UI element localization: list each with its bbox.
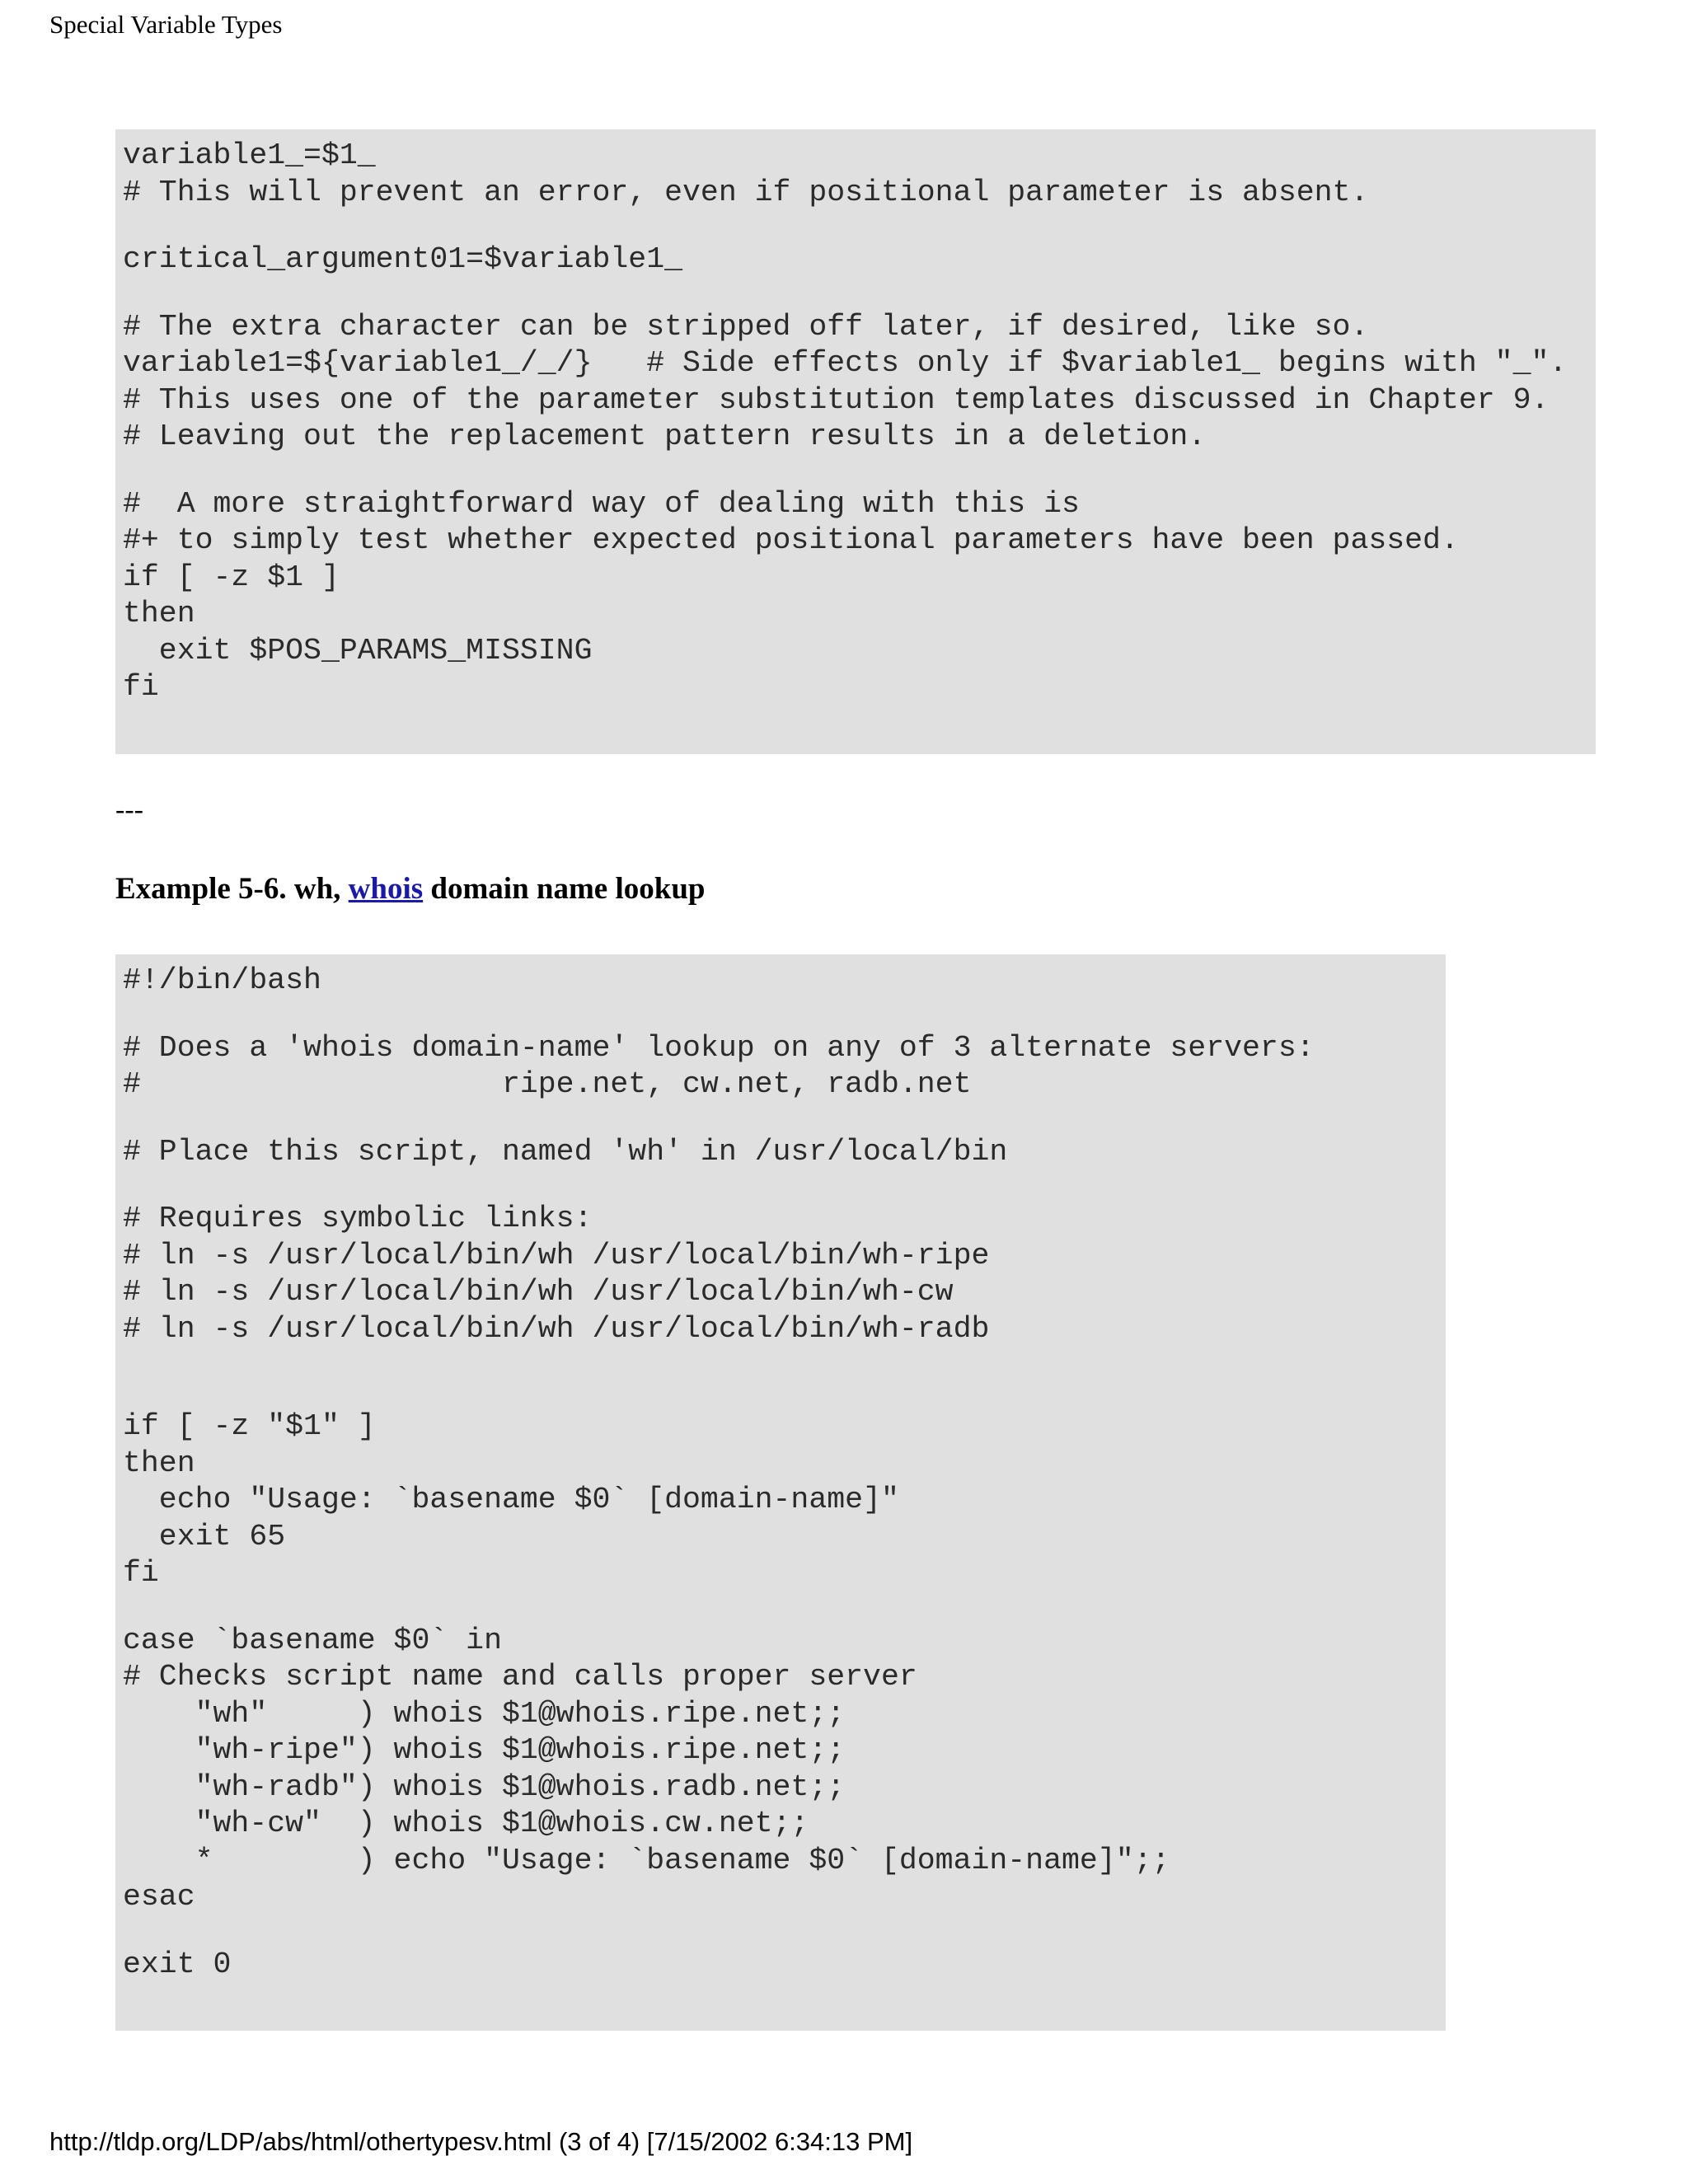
code-line: # ripe.net, cw.net, radb.net — [123, 1067, 972, 1101]
code-line — [123, 1000, 1446, 1030]
code-line — [123, 1592, 1446, 1623]
code-line: # A more straightforward way of dealing with this is — [123, 486, 1080, 521]
code-line: # The extra character can be stripped off later, if desired, like so. — [123, 309, 1369, 344]
code-line: # Requires symbolic links: — [123, 1202, 593, 1235]
code-line — [123, 1170, 1446, 1201]
page-header: Special Variable Types — [49, 10, 283, 39]
code-line — [123, 1104, 1446, 1134]
code-line: esac — [123, 1880, 195, 1914]
page-footer-url: http://tldp.org/LDP/abs/html/othertypesv.html (3 of 4) [7/15/2002 6:34:13 PM] — [49, 2127, 913, 2156]
code-line: exit 65 — [123, 1519, 286, 1554]
code-block-whois-script — [115, 954, 1446, 2031]
code-line — [123, 279, 1596, 309]
code-line: if [ -z "$1" ] — [123, 1409, 376, 1443]
code-line: #+ to simply test whether expected positional parameters have been passed. — [123, 523, 1459, 557]
code-line: exit $POS_PARAMS_MISSING — [123, 633, 593, 668]
code-line: # Checks script name and calls proper server — [123, 1660, 917, 1694]
code-block-variable-handling — [115, 129, 1596, 754]
example-title — [115, 869, 705, 909]
code-line: "wh-cw" ) whois $1@whois.cw.net;; — [123, 1807, 809, 1840]
code-line: critical_argument01=$variable1_ — [123, 242, 683, 276]
example-title-prefix: Example 5-6. wh, — [115, 872, 349, 906]
code-line: fi — [123, 670, 159, 704]
code-line: case `basename $0` in — [123, 1623, 502, 1657]
whois-link[interactable]: whois — [348, 872, 424, 906]
code-line: * ) echo "Usage: `basename $0` [domain-name]";; — [123, 1843, 1170, 1877]
code-line: #!/bin/bash — [123, 963, 321, 997]
code-line: variable1=${variable1_/_/} # Side effects only if $variable1_ begins with "_". — [123, 346, 1568, 380]
code-line: if [ -z $1 ] — [123, 560, 340, 594]
separator: --- — [115, 794, 143, 825]
code-line: # Leaving out the replacement pattern results in a deletion. — [123, 419, 1207, 453]
code-line: # ln -s /usr/local/bin/wh /usr/local/bin/wh-cw — [123, 1275, 954, 1309]
code-line: # ln -s /usr/local/bin/wh /usr/local/bin/wh-ripe — [123, 1238, 990, 1272]
code-line: "wh" ) whois $1@whois.ripe.net;; — [123, 1696, 846, 1731]
code-line: # ln -s /usr/local/bin/wh /usr/local/bin/wh-radb — [123, 1311, 990, 1346]
code-line: # This uses one of the parameter substitution templates discussed in Chapter 9. — [123, 382, 1550, 417]
code-line: "wh-ripe") whois $1@whois.ripe.net;; — [123, 1733, 846, 1767]
code-line: exit 0 — [123, 1947, 232, 1981]
code-line: echo "Usage: `basename $0` [domain-name]" — [123, 1483, 899, 1516]
code-line — [123, 1347, 1446, 1378]
code-line: then — [123, 1446, 195, 1480]
code-line: # This will prevent an error, even if positional parameter is absent. — [123, 175, 1369, 209]
code-line — [123, 211, 1596, 241]
example-title-suffix: domain name lookup — [423, 872, 706, 906]
code-line: then — [123, 597, 195, 630]
code-line: # Does a 'whois domain-name' lookup on any of 3 alternate servers: — [123, 1030, 1315, 1065]
code-line: "wh-radb") whois $1@whois.radb.net;; — [123, 1769, 846, 1804]
code-line — [123, 456, 1596, 486]
code-line: fi — [123, 1556, 159, 1590]
code-line: # Place this script, named 'wh' in /usr/local/bin — [123, 1134, 1008, 1169]
code-line: variable1_=$1_ — [123, 138, 376, 172]
code-line — [123, 1916, 1446, 1947]
code-line — [123, 1378, 1446, 1408]
